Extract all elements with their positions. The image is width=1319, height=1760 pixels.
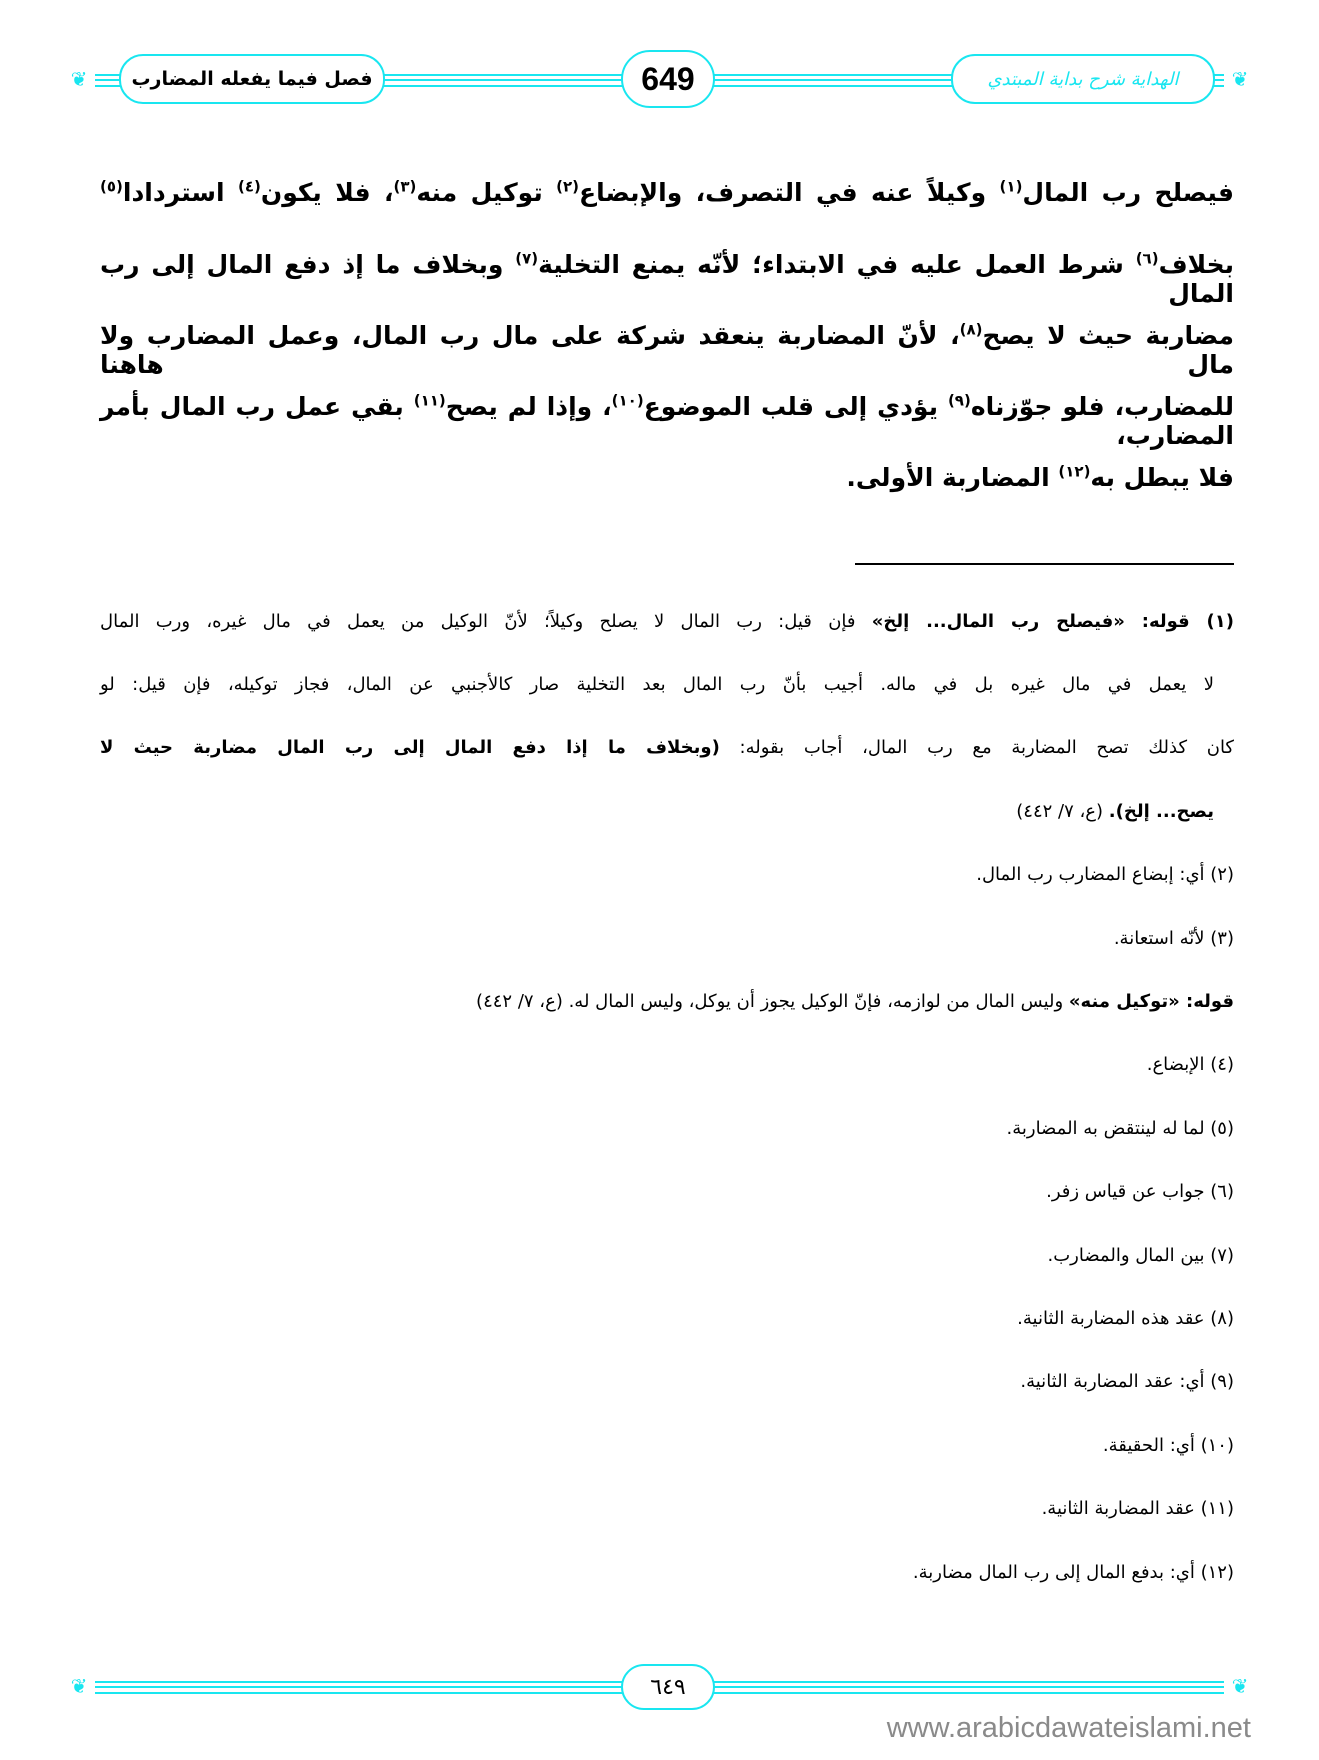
main-text-line: فلا يبطل به$^{(١٢)}$ المضاربة الأولى.: [846, 462, 1234, 492]
main-text-line: للمضارب، فلو جوّزناه$^{(٩)}$ يؤدي إلى قلب الموضوع$^{(١٠)}$، وإذا لم يصح$^{(١١)}$ بقي عمل رب المال بأمر المضارب،: [100, 391, 1234, 450]
main-text-line: فيصلح رب المال$^{(١)}$ وكيلاً عنه في التصرف، والإبضاع$^{(٢)}$ توكيل منه$^{(٣)}$، فلا يكون$^{(٤)}$ استردادا$^{(٥)}$: [100, 177, 1234, 207]
footnote-citation: (ع، ٧/ ٤٤٢): [1016, 801, 1109, 822]
footnote-marker: (١١): [413, 391, 446, 410]
section-title: فصل فيما يفعله المضارب: [131, 68, 373, 90]
footnote-marker: (١٢): [1058, 462, 1091, 481]
footnote-4: (٤) الإبضاع.: [1146, 1054, 1234, 1075]
footnote-10: (١٠) أي: الحقيقة.: [1102, 1435, 1234, 1456]
footnote-text: فإن قيل: رب المال لا يصلح وكيلاً؛ لأنّ الوكيل من يعمل في مال غيره، ورب المال: [100, 611, 872, 632]
footnote-marker: (٤): [238, 177, 261, 196]
footnote-6: (٦) جواب عن قياس زفر.: [1046, 1181, 1234, 1202]
ornament-right-icon: ❦: [1231, 1674, 1249, 1698]
website-watermark: www.arabicdawateislami.net: [886, 1712, 1251, 1744]
footer-page-number: ٦٤٩: [650, 1674, 686, 1700]
footnote-marker: (٧): [515, 249, 539, 268]
footnote-11: (١١) عقد المضاربة الثانية.: [1041, 1498, 1234, 1519]
footnote-quote: يصح... إلخ).: [1108, 801, 1214, 822]
footnote-marker: (٩): [947, 391, 971, 410]
footnote-2: (٢) أي: إبضاع المضارب رب المال.: [976, 864, 1234, 885]
footnote-1: [100, 611, 1234, 632]
footnote-text: وليس المال من لوازمه، فإنّ الوكيل يجوز أن يوكل، وليس المال له. (ع، ٧/ ٤٤٢): [476, 991, 1069, 1012]
footnote-quote: (١) قوله: «فيصلح رب المال... إلخ»: [871, 611, 1234, 632]
book-logo-cartouche: [951, 54, 1215, 104]
footnote-9: (٩) أي: عقد المضاربة الثانية.: [1020, 1371, 1234, 1392]
footnote-marker: (٣): [393, 177, 417, 196]
footnote-marker: (٢): [556, 177, 580, 196]
ornament-left-icon: ❦: [70, 1674, 88, 1698]
page-number-oval: [621, 50, 715, 108]
footnote-text: كان كذلك تصح المضاربة مع رب المال، أجاب بقوله:: [719, 737, 1234, 758]
footer-page-number-oval: [621, 1664, 715, 1710]
ornament-left-icon: ❦: [70, 67, 88, 91]
page-number: 649: [641, 60, 695, 97]
footnote-3: (٣) لأنّه استعانة.: [1113, 928, 1234, 949]
footnote-1-line: [100, 801, 1214, 822]
footnote-quote: (وبخلاف ما إذا دفع المال إلى رب المال مضاربة حيث لا: [100, 737, 720, 758]
footnote-separator: [855, 563, 1234, 565]
footnote-quote: قوله: «توكيل منه»: [1068, 991, 1234, 1012]
footnote-marker: (٥): [100, 177, 123, 196]
footnote-12: (١٢) أي: بدفع المال إلى رب المال مضاربة.: [912, 1562, 1234, 1583]
footnote-1-line: لا يعمل في مال غيره بل في ماله. أجيب بأنّ رب المال بعد التخلية صار كالأجنبي عن المال، فجاز توكيله، فإن قيل: لو: [100, 674, 1214, 695]
footnote-marker: (٨): [959, 320, 983, 339]
footnote-5: (٥) لما له لينتقض به المضاربة.: [1006, 1118, 1234, 1139]
footnote-marker: (٦): [1135, 249, 1159, 268]
section-title-cartouche: [119, 54, 385, 104]
footnote-marker: (١): [999, 177, 1023, 196]
footnote-8: (٨) عقد هذه المضاربة الثانية.: [1017, 1308, 1234, 1329]
footnote-marker: (١٠): [611, 391, 644, 410]
footnote-1-line: [100, 737, 1234, 758]
main-text-line: مضاربة حيث لا يصح$^{(٨)}$، لأنّ المضاربة ينعقد شركة على مال رب المال، وعمل المضارب ولا مال هاهنا: [100, 320, 1234, 379]
main-text-line: بخلاف$^{(٦)}$ شرط العمل عليه في الابتداء؛ لأنّه يمنع التخلية$^{(٧)}$ وبخلاف ما إذ دفع المال إلى رب المال: [100, 249, 1234, 308]
ornament-right-icon: ❦: [1231, 67, 1249, 91]
footnote-3-note: [100, 991, 1234, 1012]
book-logo: الهداية شرح بداية المبتدي: [987, 68, 1179, 90]
footnote-7: (٧) بين المال والمضارب.: [1047, 1245, 1234, 1266]
